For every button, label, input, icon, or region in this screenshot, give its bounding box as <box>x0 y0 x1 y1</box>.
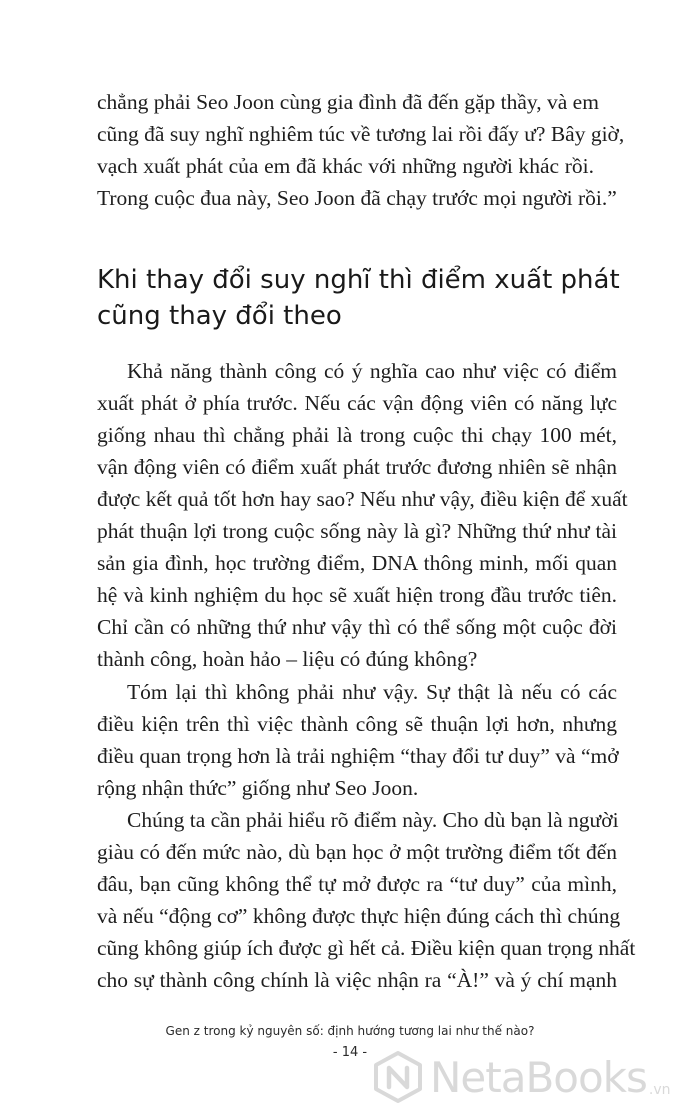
text-line: phát thuận lợi trong cuộc sống này là gì? Những thứ như tài <box>97 519 617 543</box>
running-footer-title: Gen z trong kỷ nguyên số: định hướng tương lai như thế nào? <box>165 1024 535 1038</box>
netabooks-logo-icon <box>372 1051 424 1103</box>
text-line: điều quan trọng hơn là trải nghiệm “thay đổi tư duy” và “mở <box>97 744 619 768</box>
text-line: vận động viên có điểm xuất phát trước đương nhiên sẽ nhận <box>97 455 617 479</box>
text-line: điều kiện trên thì việc thành công sẽ thuận lợi hơn, nhưng <box>97 712 617 736</box>
text-line: giống nhau thì chẳng phải là trong cuộc thi chạy 100 mét, <box>97 423 617 447</box>
text-line: cũng đã suy nghĩ nghiêm túc về tương lai rồi đấy ư? Bây giờ, <box>97 122 625 146</box>
watermark-text: NetaBooks <box>430 1052 647 1102</box>
text-line: cho sự thành công chính là việc nhận ra “À!” và ý chí mạnh <box>97 968 617 992</box>
paragraph <box>97 676 617 804</box>
paragraph <box>97 355 628 675</box>
text-line: được kết quả tốt hơn hay sao? Nếu như vậy, điều kiện để xuất <box>97 487 628 511</box>
text-line: hệ và kinh nghiệm du học sẽ xuất hiện trong đầu trước tiên. <box>97 583 617 607</box>
text-line: Trong cuộc đua này, Seo Joon đã chạy trước mọi người rồi.” <box>97 186 617 210</box>
text-line: và nếu “động cơ” không được thực hiện đúng cách thì chúng <box>97 904 621 928</box>
text-line: cũng không giúp ích được gì hết cả. Điều kiện quan trọng nhất <box>97 936 636 960</box>
heading-line: Khi thay đổi suy nghĩ thì điểm xuất phát <box>97 265 620 295</box>
text-line: chẳng phải Seo Joon cùng gia đình đã đến gặp thầy, và em <box>97 90 599 114</box>
text-line: Chúng ta cần phải hiểu rõ điểm này. Cho dù bạn là người <box>127 808 619 832</box>
text-line: đâu, bạn cũng không thể tự mở được ra “tư duy” của mình, <box>97 872 617 896</box>
heading-line: cũng thay đổi theo <box>97 301 342 331</box>
text-line: thành công, hoàn hảo – liệu có đúng không? <box>97 647 478 671</box>
text-line: rộng nhận thức” giống như Seo Joon. <box>97 776 419 800</box>
text-line: Chỉ cần có những thứ như vậy thì có thể sống một cuộc đời <box>97 615 617 639</box>
paragraph <box>97 804 636 996</box>
paragraph-continued <box>97 86 625 214</box>
text-line: xuất phát ở phía trước. Nếu các vận động viên có năng lực <box>97 391 617 415</box>
watermark <box>372 1042 692 1112</box>
text-line: giàu có đến mức nào, dù bạn học ở một trường điểm tốt đến <box>97 840 617 864</box>
page-number: - 14 - <box>332 1045 368 1060</box>
text-line: sản gia đình, học trường điểm, DNA thông minh, mối quan <box>97 551 617 575</box>
text-line: Khả năng thành công có ý nghĩa cao như việc có điểm <box>127 359 617 383</box>
section-heading <box>97 262 620 334</box>
watermark-suffix: .vn <box>648 1082 671 1098</box>
text-line: Tóm lại thì không phải như vậy. Sự thật là nếu có các <box>127 680 617 704</box>
text-line: vạch xuất phát của em đã khác với những người khác rồi. <box>97 154 594 178</box>
